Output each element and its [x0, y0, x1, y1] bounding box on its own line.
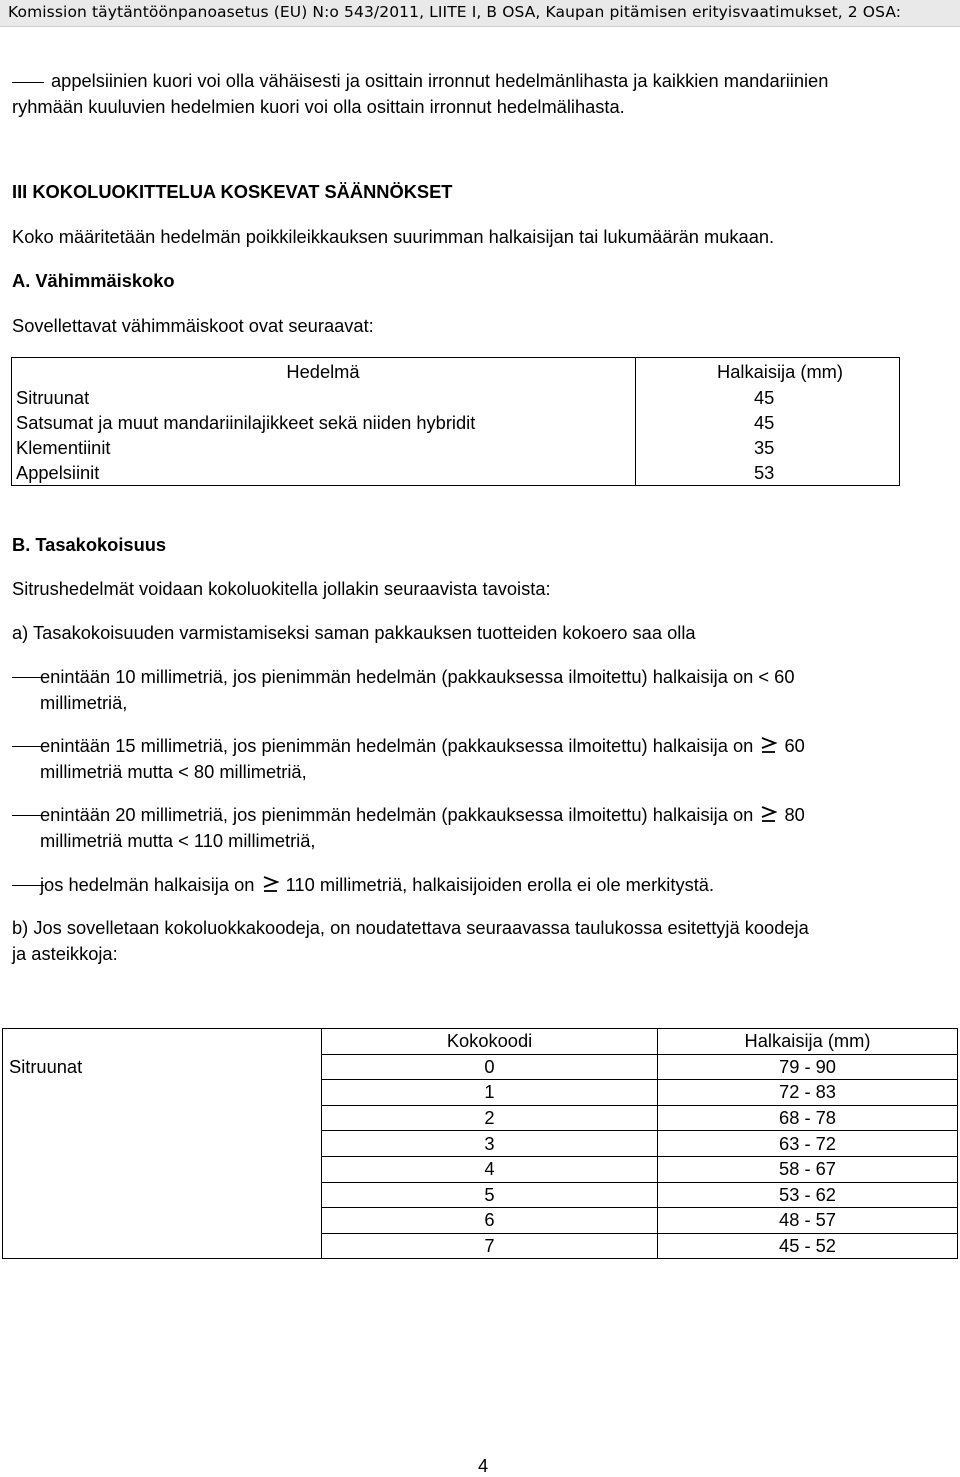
- table-row: [3, 1156, 958, 1182]
- size-rule-4-value: 110 millimetriä, halkaisijoiden erolla ei ole merkitystä.: [285, 874, 715, 895]
- size-code-table: [2, 1028, 958, 1259]
- size-rule-3-text: enintään 20 millimetriä, jos pienimmän hedelmän (pakkauksessa ilmoitettu) halkaisija on: [40, 804, 754, 825]
- diameter-range-cell: 63 - 72: [658, 1131, 958, 1157]
- diameter-range-cell: 48 - 57: [658, 1208, 958, 1234]
- size-rule-3-line-1: [40, 802, 805, 828]
- table-row: [12, 460, 900, 486]
- size-rule-1-line-2: millimetriä,: [40, 692, 128, 713]
- dash-bullet: [12, 82, 44, 83]
- table-row: [3, 1105, 958, 1131]
- section-b-para-a: a) Tasakokoisuuden varmistamiseksi saman pakkauksen tuotteiden kokoero saa olla: [12, 622, 696, 643]
- size-rule-4-text: jos hedelmän halkaisija on: [40, 874, 255, 895]
- size-code-cell: 7: [322, 1233, 658, 1259]
- section-iii-heading: III KOKOLUOKITTELUA KOSKEVAT SÄÄNNÖKSET: [12, 181, 453, 202]
- size-rule-1-line-1: enintään 10 millimetriä, jos pienimmän hedelmän (pakkauksessa ilmoitettu) halkaisija on < 60: [40, 666, 795, 687]
- section-b-text: Sitrushedelmät voidaan kokoluokitella jollakin seuraavista tavoista:: [12, 578, 551, 599]
- size-rule-2-line-2: millimetriä mutta < 80 millimetriä,: [40, 761, 307, 782]
- size-rule-2-value: 60: [784, 735, 805, 756]
- table-row: [3, 1054, 958, 1080]
- diameter-cell: 53: [636, 460, 900, 486]
- fruit-cell: Sitruunat: [12, 385, 636, 410]
- header-title: Komission täytäntöönpanoasetus (EU) N:o 543/2011, LIITE I, B OSA, Kaupan pitämisen erityisvaatimukset, 2 OSA:: [8, 3, 902, 21]
- size-rule-2-line-1: [40, 733, 805, 759]
- fruit-cell: Appelsiinit: [12, 460, 636, 486]
- column-header-diameter: Halkaisija (mm): [658, 1029, 958, 1055]
- intro-line-2: ryhmään kuuluvien hedelmien kuori voi olla osittain irronnut hedelmälihasta.: [12, 96, 625, 117]
- section-a-heading: A. Vähimmäiskoko: [12, 270, 175, 291]
- diameter-range-cell: 68 - 78: [658, 1105, 958, 1131]
- table-row: [3, 1233, 958, 1259]
- fruit-cell: [3, 1208, 322, 1234]
- diameter-range-cell: 58 - 67: [658, 1156, 958, 1182]
- size-code-cell: 3: [322, 1131, 658, 1157]
- greater-equal-icon: [262, 875, 279, 893]
- size-code-cell: 4: [322, 1156, 658, 1182]
- diameter-cell: 45: [636, 385, 900, 410]
- fruit-cell: [3, 1233, 322, 1259]
- greater-equal-icon: [760, 736, 777, 754]
- table-row: [12, 385, 900, 410]
- fruit-cell: Sitruunat: [3, 1054, 322, 1080]
- size-rule-2-text: enintään 15 millimetriä, jos pienimmän hedelmän (pakkauksessa ilmoitettu) halkaisija on: [40, 735, 754, 756]
- size-code-cell: 1: [322, 1080, 658, 1106]
- greater-equal-icon: [760, 805, 777, 823]
- section-b-para-b-line-1: b) Jos sovelletaan kokoluokkakoodeja, on noudatettava seuraavassa taulukossa esitettyjä koodeja: [12, 917, 809, 938]
- size-rule-3-line-2: millimetriä mutta < 110 millimetriä,: [40, 830, 316, 851]
- size-code-cell: 0: [322, 1054, 658, 1080]
- intro-line-1: appelsiinien kuori voi olla vähäisesti ja osittain irronnut hedelmänlihasta ja kaikkien mandariinien: [51, 70, 829, 91]
- size-code-cell: 2: [322, 1105, 658, 1131]
- fruit-cell: Satsumat ja muut mandariinilajikkeet sekä niiden hybridit: [12, 410, 636, 435]
- column-header-diameter: Halkaisija (mm): [636, 358, 900, 386]
- table-header-row: [12, 358, 900, 386]
- section-iii-text: Koko määritetään hedelmän poikkileikkauksen suurimman halkaisijan tai lukumäärän mukaan.: [12, 226, 775, 247]
- fruit-cell: Klementiinit: [12, 435, 636, 460]
- fruit-cell: [3, 1105, 322, 1131]
- table-row: [3, 1208, 958, 1234]
- column-header-fruit: Hedelmä: [12, 358, 636, 386]
- page-header: [0, 0, 960, 27]
- size-rule-3-value: 80: [784, 804, 805, 825]
- table-row: [3, 1080, 958, 1106]
- table-row: [3, 1182, 958, 1208]
- diameter-range-cell: 79 - 90: [658, 1054, 958, 1080]
- column-header-size-code: Kokokoodi: [322, 1029, 658, 1055]
- page-number: 4: [478, 1455, 489, 1476]
- diameter-range-cell: 72 - 83: [658, 1080, 958, 1106]
- table-header-row: [3, 1029, 958, 1055]
- size-code-cell: 6: [322, 1208, 658, 1234]
- diameter-cell: 35: [636, 435, 900, 460]
- size-code-cell: 5: [322, 1182, 658, 1208]
- fruit-cell: [3, 1080, 322, 1106]
- fruit-header-cell: [3, 1029, 322, 1055]
- table-row: [3, 1131, 958, 1157]
- section-b-para-b-line-2: ja asteikkoja:: [12, 943, 118, 964]
- section-b-heading: B. Tasakokoisuus: [12, 534, 167, 555]
- diameter-cell: 45: [636, 410, 900, 435]
- section-a-text: Sovellettavat vähimmäiskoot ovat seuraavat:: [12, 315, 374, 336]
- size-rule-4-line-1: [40, 872, 714, 898]
- diameter-range-cell: 53 - 62: [658, 1182, 958, 1208]
- diameter-range-cell: 45 - 52: [658, 1233, 958, 1259]
- fruit-cell: [3, 1156, 322, 1182]
- table-row: [12, 435, 900, 460]
- fruit-cell: [3, 1131, 322, 1157]
- table-row: [12, 410, 900, 435]
- fruit-cell: [3, 1182, 322, 1208]
- minimum-size-table: [11, 357, 900, 486]
